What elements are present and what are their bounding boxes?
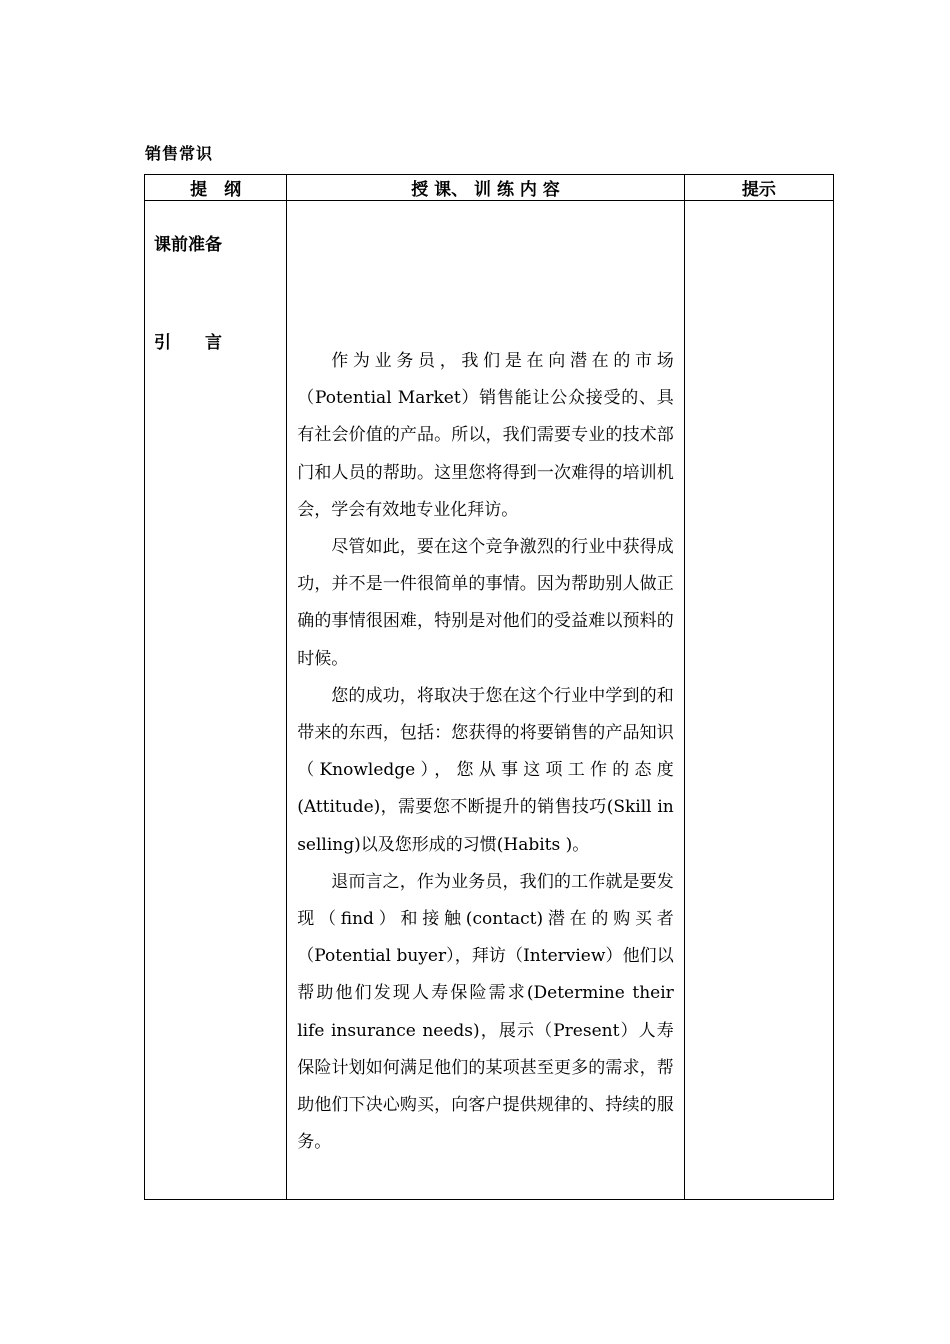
outline-cell <box>145 201 287 1200</box>
outline-table <box>144 174 834 1200</box>
table-row <box>145 201 834 1200</box>
header-tips: 提示 <box>684 175 833 201</box>
content-paragraph: 尽管如此，要在这个竞争激烈的行业中获得成功，并不是一件很简单的事情。因为帮助别人做正确的事情很困难，特别是对他们的受益难以预料的时候。 <box>297 537 674 669</box>
content-paragraph: 退而言之，作为业务员，我们的工作就是要发现（find）和接触(contact)潜在的购买者（Potential buyer），拜访（Interview）他们以帮助他们发现人寿保险需求(Determine their life insurance needs)，展示（Present）人寿保险计划如何满足他们的某项甚至更多的需求，帮助他们下决心购买，向客户提供规律的、持续的服务。 <box>297 871 674 1153</box>
table-header-row <box>145 175 834 201</box>
document-title: 销售常识 <box>145 144 214 163</box>
header-outline: 提 纲 <box>145 175 287 201</box>
content-paragraph: 作为业务员，我们是在向潜在的市场（Potential Market）销售能让公众接受的、具有社会价值的产品。所以，我们需要专业的技术部门和人员的帮助。这里您将得到一次难得的培训机会，学会有效地专业化拜访。 <box>297 351 674 520</box>
header-content: 授 课、 训 练 内 容 <box>287 175 685 201</box>
outline-item-preparation: 课前准备 <box>154 235 222 255</box>
content-cell <box>287 201 685 1200</box>
outline-item-introduction: 引 言 <box>154 333 222 353</box>
tips-cell <box>684 201 833 1200</box>
content-paragraph: 您的成功，将取决于您在这个行业中学到的和带来的东西，包括：您获得的将要销售的产品知识（Knowledge），您从事这项工作的态度(Attitude)，需要您不断提升的销售技巧(Skill in selling)以及您形成的习惯(Habits )。 <box>297 685 674 855</box>
